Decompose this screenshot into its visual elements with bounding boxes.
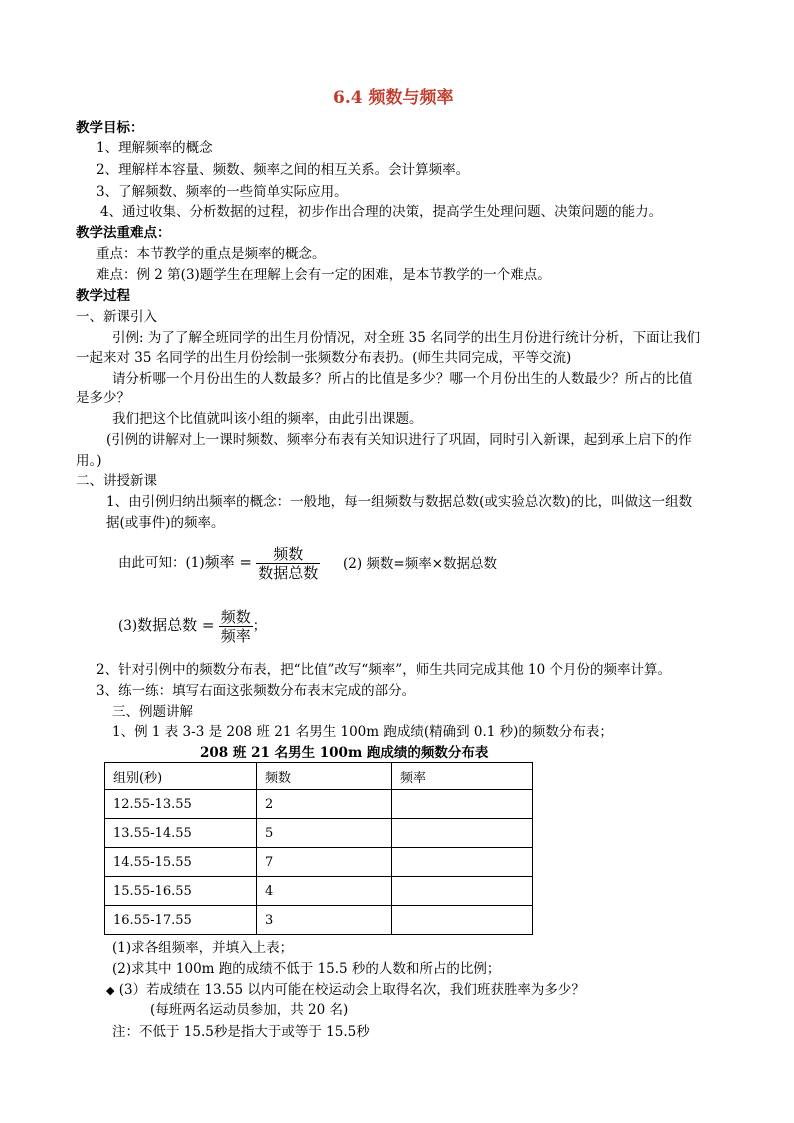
- cell-rate[interactable]: [392, 906, 533, 935]
- question-3-row: [106, 982, 585, 998]
- example-1: 1、例 1 表 3-3 是 208 班 21 名男生 100m 跑成绩(精确到 0.1 秒)的频数分布表；: [112, 724, 613, 740]
- focus-key: 重点：本节教学的重点是频率的概念。: [96, 246, 326, 262]
- footnote: 注：不低于 15.5秒是指大于或等于 15.5秒: [112, 1024, 370, 1040]
- goal-item-4: 4、通过收集、分析数据的过程，初步作出合理的决策，提高学生处理问题、决策问题的能力。: [100, 204, 663, 220]
- formula-3-lead: (3): [118, 618, 138, 634]
- intro-paragraph-4-line-2: 用。): [76, 453, 102, 469]
- goals-heading: 教学目标：: [76, 120, 144, 136]
- formula-row-3: [118, 608, 266, 645]
- table-row: [105, 877, 533, 906]
- page-title: 6.4 频数与频率: [333, 88, 454, 108]
- table-row: [105, 819, 533, 848]
- cell-count: 7: [257, 848, 392, 877]
- table-row: [105, 848, 533, 877]
- cell-count: 3: [257, 906, 392, 935]
- cell-group: 12.55-13.55: [105, 790, 257, 819]
- diamond-bullet-icon: ◆: [106, 984, 115, 997]
- step-3: 3、练一练：填写右面这张频数分布表末完成的部分。: [96, 683, 416, 699]
- cell-group: 13.55-14.55: [105, 819, 257, 848]
- goal-item-1: 1、理解频率的概念: [96, 140, 213, 156]
- intro-paragraph-3: 我们把这个比值就叫该小组的频率，由此引出课题。: [112, 411, 423, 427]
- header-frequency-count: 频数: [257, 763, 392, 790]
- goal-item-2: 2、理解样本容量、频数、频率之间的相互关系。会计算频率。: [96, 162, 470, 178]
- formula-3-numerator: 频数: [220, 608, 251, 626]
- intro-paragraph-1-line-2: 一起来对 35 名同学的出生月份绘制一张频数分布表扔。(师生共同完成，平等交流): [76, 350, 572, 366]
- table-header-row: [105, 763, 533, 790]
- formula-3-fraction: [219, 608, 253, 645]
- table-caption: 208 班 21 名男生 100m 跑成绩的频数分布表: [200, 745, 489, 761]
- formula-1-left: 频率 =: [204, 553, 252, 571]
- cell-group: 15.55-16.55: [105, 877, 257, 906]
- definition-line-1: 1、由引例归纳出频率的概念：一般地，每一组频数与数据总数(或实验总次数)的比，叫做这一组数: [106, 494, 693, 510]
- cell-count: 2: [257, 790, 392, 819]
- formula-1-fraction: [256, 545, 320, 582]
- intro-paragraph-2-line-1: 请分析哪一个月份出生的人数最多？所占的比值是多少？哪一个月份出生的人数最少？所占的比值: [112, 371, 693, 387]
- cell-count: 5: [257, 819, 392, 848]
- cell-rate[interactable]: [392, 790, 533, 819]
- formula-3-denominator: 频率: [220, 627, 251, 645]
- formula-1-numerator: 频数: [273, 545, 304, 563]
- question-2: (2)求其中 100m 跑的成绩不低于 15.5 秒的人数和所占的比例；: [112, 961, 501, 977]
- cell-rate[interactable]: [392, 877, 533, 906]
- new-lesson-heading: 二、讲授新课: [76, 473, 157, 489]
- question-1: (1)求各组频率，并填入上表；: [112, 940, 294, 956]
- formula-lead: 由此可知：(1): [118, 555, 205, 571]
- question-3-note: (每班两名运动员参加，共 20 名): [150, 1002, 349, 1018]
- focus-heading: 教学法重难点：: [76, 225, 171, 241]
- intro-paragraph-4-line-1: (引例的讲解对上一课时频数、频率分布表有关知识进行了巩固，同时引入新课，起到承上启下的作: [106, 432, 692, 448]
- intro-heading: 一、新课引入: [76, 309, 157, 325]
- process-heading: 教学过程: [76, 288, 130, 304]
- cell-rate[interactable]: [392, 848, 533, 877]
- intro-paragraph-2-line-2: 是多少？: [76, 390, 130, 406]
- goal-item-3: 3、了解频数、频率的一些简单实际应用。: [96, 184, 348, 200]
- examples-heading: 三、例题讲解: [112, 704, 193, 720]
- formula-3-tail: ；: [252, 618, 267, 634]
- cell-count: 4: [257, 877, 392, 906]
- formula-1-denominator: 数据总数: [258, 564, 319, 582]
- header-group: 组别(秒): [105, 763, 257, 790]
- formula-row-1: [118, 545, 320, 582]
- cell-group: 14.55-15.55: [105, 848, 257, 877]
- cell-group: 16.55-17.55: [105, 906, 257, 935]
- intro-paragraph-1-line-1: 引例: 为了了解全班同学的出生月份情况，对全班 35 名同学的出生月份进行统计分析，下面让我们: [112, 330, 701, 346]
- frequency-table: [104, 762, 533, 935]
- table-row: [105, 906, 533, 935]
- table-row: [105, 790, 533, 819]
- focus-difficult: 难点：例 2 第(3)题学生在理解上会有一定的困难，是本节教学的一个难点。: [96, 267, 551, 283]
- cell-rate[interactable]: [392, 819, 533, 848]
- formula-2: (2) 频数=频率×数据总数: [343, 556, 498, 572]
- step-2: 2、针对引例中的频数分布表，把“比值”改写“频率”，师生共同完成其他 10 个月份的频率计算。: [96, 662, 671, 678]
- question-3: (3）若成绩在 13.55 以内可能在校运动会上取得名次，我们班获胜率为多少？: [118, 982, 585, 998]
- definition-line-2: 据(或事件)的频率。: [106, 515, 225, 531]
- header-frequency-rate: 频率: [392, 763, 533, 790]
- formula-3-left: 数据总数 =: [137, 616, 215, 634]
